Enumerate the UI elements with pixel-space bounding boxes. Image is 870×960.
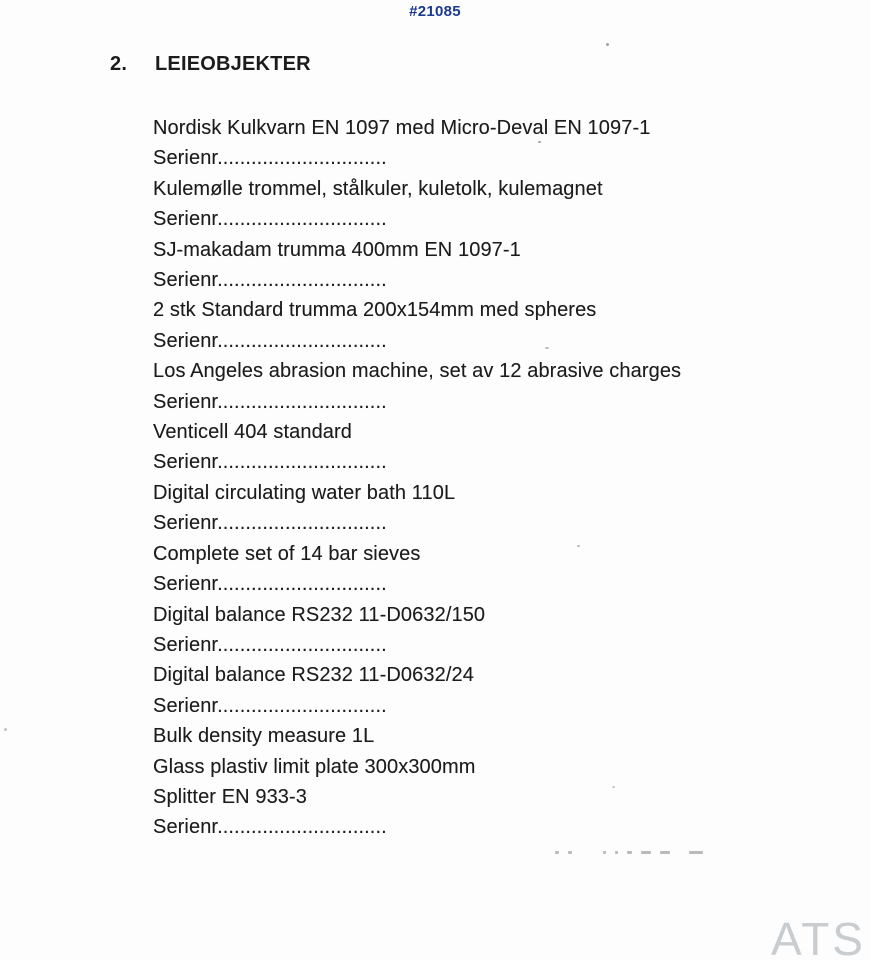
scan-speck bbox=[545, 347, 549, 349]
doc-number: #21085 bbox=[409, 3, 461, 20]
equipment-list bbox=[153, 113, 793, 843]
equipment-item-line: Digital balance RS232 11-D0632/150 bbox=[153, 603, 486, 626]
serial-number-line: Serienr.............................. bbox=[153, 329, 387, 352]
equipment-item-line: Nordisk Kulkvarn EN 1097 med Micro-Deval EN 1097-1 bbox=[153, 117, 651, 139]
serial-number-line: Serienr.............................. bbox=[153, 633, 387, 656]
serial-number-line: Serienr.............................. bbox=[153, 208, 387, 231]
equipment-item-line: Glass plastiv limit plate 300x300mm bbox=[153, 755, 476, 778]
equipment-item-line: 2 stk Standard trumma 200x154mm med spheres bbox=[153, 299, 597, 322]
equipment-item-line: Kulemølle trommel, stålkuler, kuletolk, kulemagnet bbox=[153, 177, 603, 200]
section-number: 2. bbox=[110, 53, 128, 75]
serial-number-line: Serienr.............................. bbox=[153, 573, 387, 596]
scan-speck bbox=[577, 545, 580, 547]
equipment-item-line: Splitter EN 933-3 bbox=[153, 785, 307, 808]
ats-watermark: ATS bbox=[770, 913, 866, 960]
scan-speck bbox=[4, 728, 7, 731]
equipment-item-line: Digital balance RS232 11-D0632/24 bbox=[153, 664, 474, 687]
serial-number-line: Serienr.............................. bbox=[153, 512, 387, 535]
serial-number-line: Serienr.............................. bbox=[153, 451, 387, 474]
section-heading bbox=[110, 53, 311, 76]
serial-number-line: Serienr.............................. bbox=[153, 269, 387, 292]
scan-artifact-faded-fragment bbox=[555, 848, 775, 856]
serial-number-line: Serienr.............................. bbox=[153, 147, 387, 170]
section-title: LEIEOBJEKTER bbox=[155, 53, 311, 75]
serial-number-line: Serienr.............................. bbox=[153, 816, 387, 839]
serial-number-line: Serienr.............................. bbox=[153, 390, 387, 413]
equipment-item-line: Bulk density measure 1L bbox=[153, 725, 375, 748]
scan-speck bbox=[606, 43, 609, 46]
scan-speck bbox=[538, 141, 541, 143]
equipment-item-line: Venticell 404 standard bbox=[153, 421, 353, 444]
scan-speck bbox=[612, 786, 615, 788]
equipment-item-line: Complete set of 14 bar sieves bbox=[153, 542, 421, 565]
serial-number-line: Serienr.............................. bbox=[153, 694, 387, 717]
equipment-item-line: Los Angeles abrasion machine, set av 12 abrasive charges bbox=[153, 360, 682, 383]
equipment-item-line: SJ-makadam trumma 400mm EN 1097-1 bbox=[153, 238, 521, 261]
equipment-item-line: Digital circulating water bath 110L bbox=[153, 481, 456, 504]
